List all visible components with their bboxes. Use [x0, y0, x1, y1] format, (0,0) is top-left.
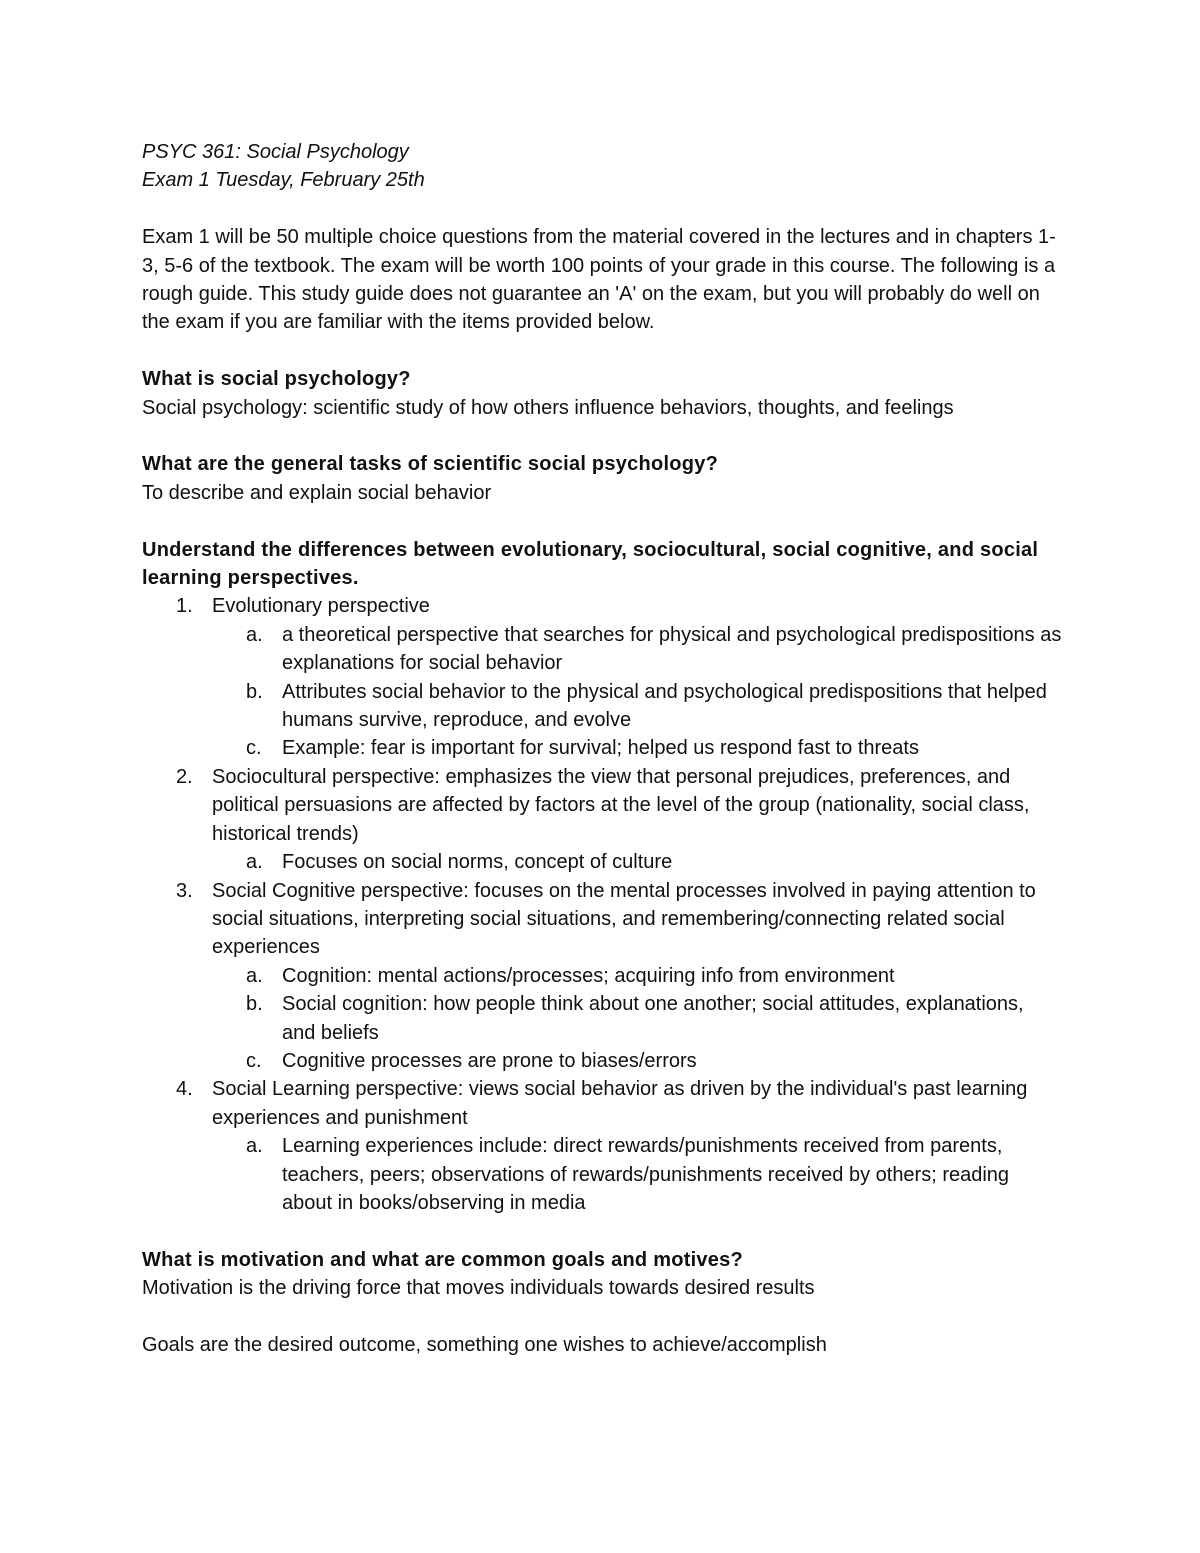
sub-list	[212, 621, 1062, 763]
sub-list-item-text: Learning experiences include: direct rewards/punishments received from parents, teachers, peers; observations of rewards/punishments received by others; reading about in books/observing in media	[282, 1135, 1010, 1214]
sub-list-item	[212, 621, 1062, 678]
sub-list-item-text: a theoretical perspective that searches for physical and psychological predispositions as explanations for social behavior	[282, 623, 1062, 675]
section-heading-perspectives: Understand the differences between evolutionary, sociocultural, social cognitive, and social learning perspectives.	[142, 538, 1039, 590]
sub-list	[212, 1132, 1062, 1217]
list-item	[142, 763, 1062, 877]
list-marker: 2.	[176, 765, 193, 788]
list-item-text: Sociocultural perspective: emphasizes the view that personal prejudices, preferences, and political persuasions are affected by factors at the level of the group (nationality, social class, historical trends)	[212, 765, 1030, 845]
sub-list-item	[212, 1047, 1062, 1075]
spacer	[142, 1217, 1062, 1245]
spacer	[142, 422, 1062, 450]
list-item-text: Social Learning perspective: views social behavior as driven by the individual's past learning experiences and punishment	[212, 1078, 1028, 1129]
sub-list-marker: a.	[246, 964, 263, 987]
list-marker: 3.	[176, 879, 193, 902]
sub-list-marker: c.	[246, 737, 262, 760]
sub-list-item	[212, 848, 1062, 876]
spacer	[142, 507, 1062, 535]
sub-list-item	[212, 990, 1062, 1047]
list-item	[142, 592, 1062, 762]
sub-list-item-text: Example: fear is important for survival; helped us respond fast to threats	[282, 737, 919, 760]
sub-list-item-text: Attributes social behavior to the physical and psychological predispositions that helped humans survive, reproduce, and evolve	[282, 680, 1047, 732]
sub-list-item	[212, 1132, 1062, 1217]
list-marker: 1.	[176, 595, 193, 618]
sub-list-item	[212, 734, 1062, 762]
sub-list	[212, 848, 1062, 876]
sub-list-item	[212, 678, 1062, 735]
sub-list-item	[212, 962, 1062, 990]
section-heading-social-psychology: What is social psychology?	[142, 368, 411, 391]
spacer	[142, 195, 1062, 223]
list-item	[142, 1075, 1062, 1217]
sub-list-item-text: Cognition: mental actions/processes; acquiring info from environment	[282, 964, 895, 987]
section-body-general-tasks: To describe and explain social behavior	[142, 481, 492, 504]
intro-paragraph: Exam 1 will be 50 multiple choice questions from the material covered in the lectures and in chapters 1-3, 5-6 of the textbook. The exam will be worth 100 points of your grade in this course. The following is a rough guide. This study guide does not guarantee an 'A' on the exam, but you will probably do well on the exam if you are familiar with the items provided below.	[142, 226, 1056, 334]
perspectives-list	[142, 592, 1062, 1217]
document-page	[142, 138, 1062, 1359]
course-title: PSYC 361: Social Psychology	[142, 141, 409, 163]
section-heading-general-tasks: What are the general tasks of scientific social psychology?	[142, 453, 719, 476]
exam-date: Exam 1 Tuesday, February 25th	[142, 169, 425, 192]
sub-list-marker: b.	[246, 993, 263, 1016]
list-item	[142, 877, 1062, 1076]
spacer	[142, 337, 1062, 365]
sub-list	[212, 962, 1062, 1076]
list-marker: 4.	[176, 1078, 193, 1101]
list-item-text: Evolutionary perspective	[212, 595, 430, 618]
section-heading-motivation: What is motivation and what are common goals and motives?	[142, 1248, 744, 1271]
section-body-motivation: Motivation is the driving force that moves individuals towards desired results	[142, 1277, 815, 1300]
sub-list-marker: c.	[246, 1049, 262, 1072]
sub-list-marker: a.	[246, 851, 263, 874]
section-body-social-psychology: Social psychology: scientific study of how others influence behaviors, thoughts, and feelings	[142, 396, 954, 419]
sub-list-item-text: Social cognition: how people think about one another; social attitudes, explanations, and beliefs	[282, 993, 1024, 1044]
sub-list-marker: a.	[246, 623, 263, 646]
sub-list-item-text: Focuses on social norms, concept of culture	[282, 851, 673, 874]
spacer	[142, 1303, 1062, 1331]
list-item-text: Social Cognitive perspective: focuses on the mental processes involved in paying attention to social situations, interpreting social situations, and remembering/connecting related social experiences	[212, 879, 1036, 959]
section-body-goals: Goals are the desired outcome, something one wishes to achieve/accomplish	[142, 1333, 827, 1356]
sub-list-marker: b.	[246, 680, 263, 703]
sub-list-marker: a.	[246, 1135, 263, 1158]
sub-list-item-text: Cognitive processes are prone to biases/errors	[282, 1049, 697, 1072]
